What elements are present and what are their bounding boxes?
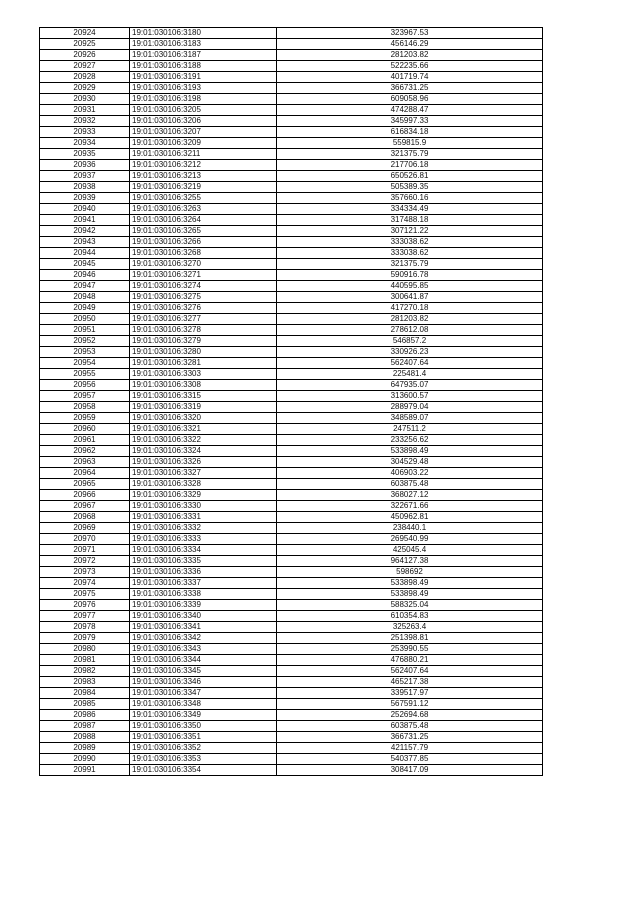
row-number-cell: 20976 <box>40 600 130 611</box>
row-number-cell: 20966 <box>40 490 130 501</box>
cadastral-number-cell: 19:01:030106:3274 <box>130 281 277 292</box>
row-number-cell: 20930 <box>40 94 130 105</box>
row-number-cell: 20980 <box>40 644 130 655</box>
value-cell: 278612.08 <box>277 325 543 336</box>
row-number-cell: 20929 <box>40 83 130 94</box>
cadastral-number-cell: 19:01:030106:3350 <box>130 721 277 732</box>
value-cell: 333038.62 <box>277 248 543 259</box>
cadastral-number-cell: 19:01:030106:3336 <box>130 567 277 578</box>
value-cell: 650526.81 <box>277 171 543 182</box>
cadastral-number-cell: 19:01:030106:3341 <box>130 622 277 633</box>
value-cell: 233256.62 <box>277 435 543 446</box>
row-number-cell: 20987 <box>40 721 130 732</box>
row-number-cell: 20979 <box>40 633 130 644</box>
value-cell: 964127.38 <box>277 556 543 567</box>
cadastral-number-cell: 19:01:030106:3280 <box>130 347 277 358</box>
row-number-cell: 20943 <box>40 237 130 248</box>
table-row <box>40 204 543 215</box>
table-row <box>40 721 543 732</box>
row-number-cell: 20933 <box>40 127 130 138</box>
row-number-cell: 20956 <box>40 380 130 391</box>
row-number-cell: 20960 <box>40 424 130 435</box>
cadastral-number-cell: 19:01:030106:3281 <box>130 358 277 369</box>
cadastral-number-cell: 19:01:030106:3275 <box>130 292 277 303</box>
cadastral-number-cell: 19:01:030106:3349 <box>130 710 277 721</box>
cadastral-number-cell: 19:01:030106:3193 <box>130 83 277 94</box>
cadastral-number-cell: 19:01:030106:3180 <box>130 28 277 39</box>
row-number-cell: 20955 <box>40 369 130 380</box>
value-cell: 288979.04 <box>277 402 543 413</box>
row-number-cell: 20989 <box>40 743 130 754</box>
table-row <box>40 402 543 413</box>
row-number-cell: 20951 <box>40 325 130 336</box>
cadastral-number-cell: 19:01:030106:3209 <box>130 138 277 149</box>
cadastral-number-cell: 19:01:030106:3332 <box>130 523 277 534</box>
table-row <box>40 347 543 358</box>
value-cell: 603875.48 <box>277 479 543 490</box>
table-row <box>40 622 543 633</box>
cadastral-number-cell: 19:01:030106:3308 <box>130 380 277 391</box>
value-cell: 252694.68 <box>277 710 543 721</box>
value-cell: 317488.18 <box>277 215 543 226</box>
value-cell: 300641.87 <box>277 292 543 303</box>
table-row <box>40 413 543 424</box>
cadastral-number-cell: 19:01:030106:3329 <box>130 490 277 501</box>
row-number-cell: 20986 <box>40 710 130 721</box>
value-cell: 562407.64 <box>277 666 543 677</box>
row-number-cell: 20947 <box>40 281 130 292</box>
value-cell: 330926.23 <box>277 347 543 358</box>
table-row <box>40 754 543 765</box>
table-row <box>40 479 543 490</box>
row-number-cell: 20965 <box>40 479 130 490</box>
row-number-cell: 20977 <box>40 611 130 622</box>
cadastral-number-cell: 19:01:030106:3263 <box>130 204 277 215</box>
table-row <box>40 226 543 237</box>
value-cell: 325263.4 <box>277 622 543 633</box>
table-row <box>40 369 543 380</box>
cadastral-number-cell: 19:01:030106:3188 <box>130 61 277 72</box>
table-row <box>40 666 543 677</box>
table-row <box>40 28 543 39</box>
row-number-cell: 20931 <box>40 105 130 116</box>
value-cell: 281203.82 <box>277 314 543 325</box>
table-row <box>40 534 543 545</box>
table-row <box>40 336 543 347</box>
cadastral-number-cell: 19:01:030106:3324 <box>130 446 277 457</box>
cadastral-number-cell: 19:01:030106:3328 <box>130 479 277 490</box>
row-number-cell: 20982 <box>40 666 130 677</box>
value-cell: 345997.33 <box>277 116 543 127</box>
table-row <box>40 149 543 160</box>
cadastral-number-cell: 19:01:030106:3331 <box>130 512 277 523</box>
row-number-cell: 20944 <box>40 248 130 259</box>
cadastral-number-cell: 19:01:030106:3322 <box>130 435 277 446</box>
value-cell: 339517.97 <box>277 688 543 699</box>
value-cell: 505389.35 <box>277 182 543 193</box>
value-cell: 465217.38 <box>277 677 543 688</box>
value-cell: 247511.2 <box>277 424 543 435</box>
table-row <box>40 589 543 600</box>
value-cell: 251398.81 <box>277 633 543 644</box>
value-cell: 321375.79 <box>277 259 543 270</box>
table-row <box>40 39 543 50</box>
value-cell: 450962.81 <box>277 512 543 523</box>
cadastral-number-cell: 19:01:030106:3351 <box>130 732 277 743</box>
table-row <box>40 314 543 325</box>
table-row <box>40 556 543 567</box>
cadastral-number-cell: 19:01:030106:3265 <box>130 226 277 237</box>
row-number-cell: 20964 <box>40 468 130 479</box>
table-row <box>40 303 543 314</box>
table-row <box>40 611 543 622</box>
table-row <box>40 743 543 754</box>
cadastral-number-cell: 19:01:030106:3219 <box>130 182 277 193</box>
row-number-cell: 20928 <box>40 72 130 83</box>
table-row <box>40 138 543 149</box>
table-row <box>40 677 543 688</box>
table-row <box>40 468 543 479</box>
cadastral-number-cell: 19:01:030106:3303 <box>130 369 277 380</box>
cadastral-number-cell: 19:01:030106:3268 <box>130 248 277 259</box>
table-row <box>40 501 543 512</box>
row-number-cell: 20973 <box>40 567 130 578</box>
value-cell: 540377.85 <box>277 754 543 765</box>
row-number-cell: 20958 <box>40 402 130 413</box>
table-row <box>40 655 543 666</box>
table-row <box>40 50 543 61</box>
row-number-cell: 20972 <box>40 556 130 567</box>
row-number-cell: 20941 <box>40 215 130 226</box>
row-number-cell: 20975 <box>40 589 130 600</box>
row-number-cell: 20934 <box>40 138 130 149</box>
cadastral-number-cell: 19:01:030106:3327 <box>130 468 277 479</box>
table-row <box>40 600 543 611</box>
row-number-cell: 20945 <box>40 259 130 270</box>
value-cell: 425045.4 <box>277 545 543 556</box>
value-cell: 522235.66 <box>277 61 543 72</box>
table-row <box>40 72 543 83</box>
row-number-cell: 20952 <box>40 336 130 347</box>
row-number-cell: 20962 <box>40 446 130 457</box>
table-row <box>40 424 543 435</box>
table-row <box>40 710 543 721</box>
value-cell: 456146.29 <box>277 39 543 50</box>
value-cell: 609058.96 <box>277 94 543 105</box>
cadastral-number-cell: 19:01:030106:3266 <box>130 237 277 248</box>
value-cell: 238440.1 <box>277 523 543 534</box>
value-cell: 253990.55 <box>277 644 543 655</box>
cadastral-number-cell: 19:01:030106:3320 <box>130 413 277 424</box>
cadastral-number-cell: 19:01:030106:3335 <box>130 556 277 567</box>
value-cell: 406903.22 <box>277 468 543 479</box>
cadastral-number-cell: 19:01:030106:3191 <box>130 72 277 83</box>
table-row <box>40 732 543 743</box>
cadastral-number-cell: 19:01:030106:3187 <box>130 50 277 61</box>
row-number-cell: 20953 <box>40 347 130 358</box>
value-cell: 603875.48 <box>277 721 543 732</box>
table-row <box>40 545 543 556</box>
table-row <box>40 380 543 391</box>
cadastral-number-cell: 19:01:030106:3343 <box>130 644 277 655</box>
cadastral-number-cell: 19:01:030106:3337 <box>130 578 277 589</box>
cadastral-number-cell: 19:01:030106:3344 <box>130 655 277 666</box>
row-number-cell: 20949 <box>40 303 130 314</box>
row-number-cell: 20942 <box>40 226 130 237</box>
table-row <box>40 699 543 710</box>
table-row <box>40 83 543 94</box>
value-cell: 357660.16 <box>277 193 543 204</box>
value-cell: 308417.09 <box>277 765 543 776</box>
row-number-cell: 20948 <box>40 292 130 303</box>
cadastral-number-cell: 19:01:030106:3347 <box>130 688 277 699</box>
value-cell: 588325.04 <box>277 600 543 611</box>
table-row <box>40 127 543 138</box>
table-row <box>40 193 543 204</box>
value-cell: 533898.49 <box>277 446 543 457</box>
row-number-cell: 20981 <box>40 655 130 666</box>
table-row <box>40 171 543 182</box>
table-row <box>40 160 543 171</box>
row-number-cell: 20936 <box>40 160 130 171</box>
table-row <box>40 391 543 402</box>
value-cell: 598692 <box>277 567 543 578</box>
row-number-cell: 20974 <box>40 578 130 589</box>
cadastral-number-cell: 19:01:030106:3212 <box>130 160 277 171</box>
cadastral-number-cell: 19:01:030106:3321 <box>130 424 277 435</box>
table-row <box>40 435 543 446</box>
cadastral-number-cell: 19:01:030106:3277 <box>130 314 277 325</box>
row-number-cell: 20927 <box>40 61 130 72</box>
cadastral-number-cell: 19:01:030106:3339 <box>130 600 277 611</box>
value-cell: 421157.79 <box>277 743 543 754</box>
value-cell: 546857.2 <box>277 336 543 347</box>
value-cell: 559815.9 <box>277 138 543 149</box>
row-number-cell: 20983 <box>40 677 130 688</box>
row-number-cell: 20938 <box>40 182 130 193</box>
cadastral-number-cell: 19:01:030106:3198 <box>130 94 277 105</box>
table-row <box>40 215 543 226</box>
cadastral-number-cell: 19:01:030106:3255 <box>130 193 277 204</box>
row-number-cell: 20957 <box>40 391 130 402</box>
table-row <box>40 270 543 281</box>
value-cell: 567591.12 <box>277 699 543 710</box>
value-cell: 304529.48 <box>277 457 543 468</box>
value-cell: 334334.49 <box>277 204 543 215</box>
value-cell: 322671.66 <box>277 501 543 512</box>
cadastral-number-cell: 19:01:030106:3352 <box>130 743 277 754</box>
value-cell: 401719.74 <box>277 72 543 83</box>
value-cell: 366731.25 <box>277 732 543 743</box>
value-cell: 610354.83 <box>277 611 543 622</box>
row-number-cell: 20968 <box>40 512 130 523</box>
table-row <box>40 567 543 578</box>
table-row <box>40 523 543 534</box>
cadastral-number-cell: 19:01:030106:3205 <box>130 105 277 116</box>
value-cell: 368027.12 <box>277 490 543 501</box>
table-row <box>40 259 543 270</box>
row-number-cell: 20959 <box>40 413 130 424</box>
table-row <box>40 578 543 589</box>
table-row <box>40 765 543 776</box>
row-number-cell: 20963 <box>40 457 130 468</box>
table-row <box>40 446 543 457</box>
value-cell: 348589.07 <box>277 413 543 424</box>
row-number-cell: 20946 <box>40 270 130 281</box>
row-number-cell: 20978 <box>40 622 130 633</box>
value-cell: 307121.22 <box>277 226 543 237</box>
row-number-cell: 20939 <box>40 193 130 204</box>
row-number-cell: 20970 <box>40 534 130 545</box>
table-row <box>40 325 543 336</box>
cadastral-number-cell: 19:01:030106:3342 <box>130 633 277 644</box>
cadastral-number-cell: 19:01:030106:3333 <box>130 534 277 545</box>
value-cell: 476880.21 <box>277 655 543 666</box>
value-cell: 440595.85 <box>277 281 543 292</box>
row-number-cell: 20932 <box>40 116 130 127</box>
row-number-cell: 20950 <box>40 314 130 325</box>
row-number-cell: 20985 <box>40 699 130 710</box>
data-table <box>39 27 543 776</box>
cadastral-number-cell: 19:01:030106:3206 <box>130 116 277 127</box>
row-number-cell: 20926 <box>40 50 130 61</box>
cadastral-number-cell: 19:01:030106:3270 <box>130 259 277 270</box>
row-number-cell: 20969 <box>40 523 130 534</box>
table-row <box>40 688 543 699</box>
value-cell: 590916.78 <box>277 270 543 281</box>
cadastral-number-cell: 19:01:030106:3183 <box>130 39 277 50</box>
table-row <box>40 94 543 105</box>
value-cell: 313600.57 <box>277 391 543 402</box>
table-row <box>40 644 543 655</box>
table-row <box>40 105 543 116</box>
row-number-cell: 20991 <box>40 765 130 776</box>
table-row <box>40 248 543 259</box>
value-cell: 417270.18 <box>277 303 543 314</box>
value-cell: 533898.49 <box>277 589 543 600</box>
table-row <box>40 490 543 501</box>
table-row <box>40 116 543 127</box>
row-number-cell: 20961 <box>40 435 130 446</box>
row-number-cell: 20937 <box>40 171 130 182</box>
table-row <box>40 281 543 292</box>
cadastral-number-cell: 19:01:030106:3279 <box>130 336 277 347</box>
row-number-cell: 20935 <box>40 149 130 160</box>
cadastral-number-cell: 19:01:030106:3278 <box>130 325 277 336</box>
table-row <box>40 512 543 523</box>
data-table-body <box>40 28 543 776</box>
row-number-cell: 20940 <box>40 204 130 215</box>
table-row <box>40 182 543 193</box>
value-cell: 647935.07 <box>277 380 543 391</box>
cadastral-number-cell: 19:01:030106:3348 <box>130 699 277 710</box>
value-cell: 562407.64 <box>277 358 543 369</box>
cadastral-number-cell: 19:01:030106:3276 <box>130 303 277 314</box>
table-row <box>40 237 543 248</box>
table-row <box>40 358 543 369</box>
value-cell: 225481.4 <box>277 369 543 380</box>
row-number-cell: 20984 <box>40 688 130 699</box>
cadastral-number-cell: 19:01:030106:3340 <box>130 611 277 622</box>
row-number-cell: 20988 <box>40 732 130 743</box>
cadastral-number-cell: 19:01:030106:3211 <box>130 149 277 160</box>
cadastral-number-cell: 19:01:030106:3319 <box>130 402 277 413</box>
row-number-cell: 20990 <box>40 754 130 765</box>
value-cell: 281203.82 <box>277 50 543 61</box>
table-row <box>40 457 543 468</box>
table-row <box>40 292 543 303</box>
cadastral-number-cell: 19:01:030106:3330 <box>130 501 277 512</box>
cadastral-number-cell: 19:01:030106:3207 <box>130 127 277 138</box>
table-row <box>40 61 543 72</box>
value-cell: 366731.25 <box>277 83 543 94</box>
value-cell: 323967.53 <box>277 28 543 39</box>
row-number-cell: 20971 <box>40 545 130 556</box>
cadastral-number-cell: 19:01:030106:3271 <box>130 270 277 281</box>
row-number-cell: 20925 <box>40 39 130 50</box>
cadastral-number-cell: 19:01:030106:3338 <box>130 589 277 600</box>
cadastral-number-cell: 19:01:030106:3213 <box>130 171 277 182</box>
row-number-cell: 20924 <box>40 28 130 39</box>
cadastral-number-cell: 19:01:030106:3346 <box>130 677 277 688</box>
cadastral-number-cell: 19:01:030106:3354 <box>130 765 277 776</box>
value-cell: 217706.18 <box>277 160 543 171</box>
cadastral-number-cell: 19:01:030106:3334 <box>130 545 277 556</box>
cadastral-number-cell: 19:01:030106:3353 <box>130 754 277 765</box>
cadastral-number-cell: 19:01:030106:3315 <box>130 391 277 402</box>
table-row <box>40 633 543 644</box>
value-cell: 333038.62 <box>277 237 543 248</box>
value-cell: 474288.47 <box>277 105 543 116</box>
value-cell: 616834.18 <box>277 127 543 138</box>
row-number-cell: 20967 <box>40 501 130 512</box>
value-cell: 269540.99 <box>277 534 543 545</box>
row-number-cell: 20954 <box>40 358 130 369</box>
cadastral-number-cell: 19:01:030106:3264 <box>130 215 277 226</box>
value-cell: 321375.79 <box>277 149 543 160</box>
cadastral-number-cell: 19:01:030106:3345 <box>130 666 277 677</box>
cadastral-number-cell: 19:01:030106:3326 <box>130 457 277 468</box>
value-cell: 533898.49 <box>277 578 543 589</box>
